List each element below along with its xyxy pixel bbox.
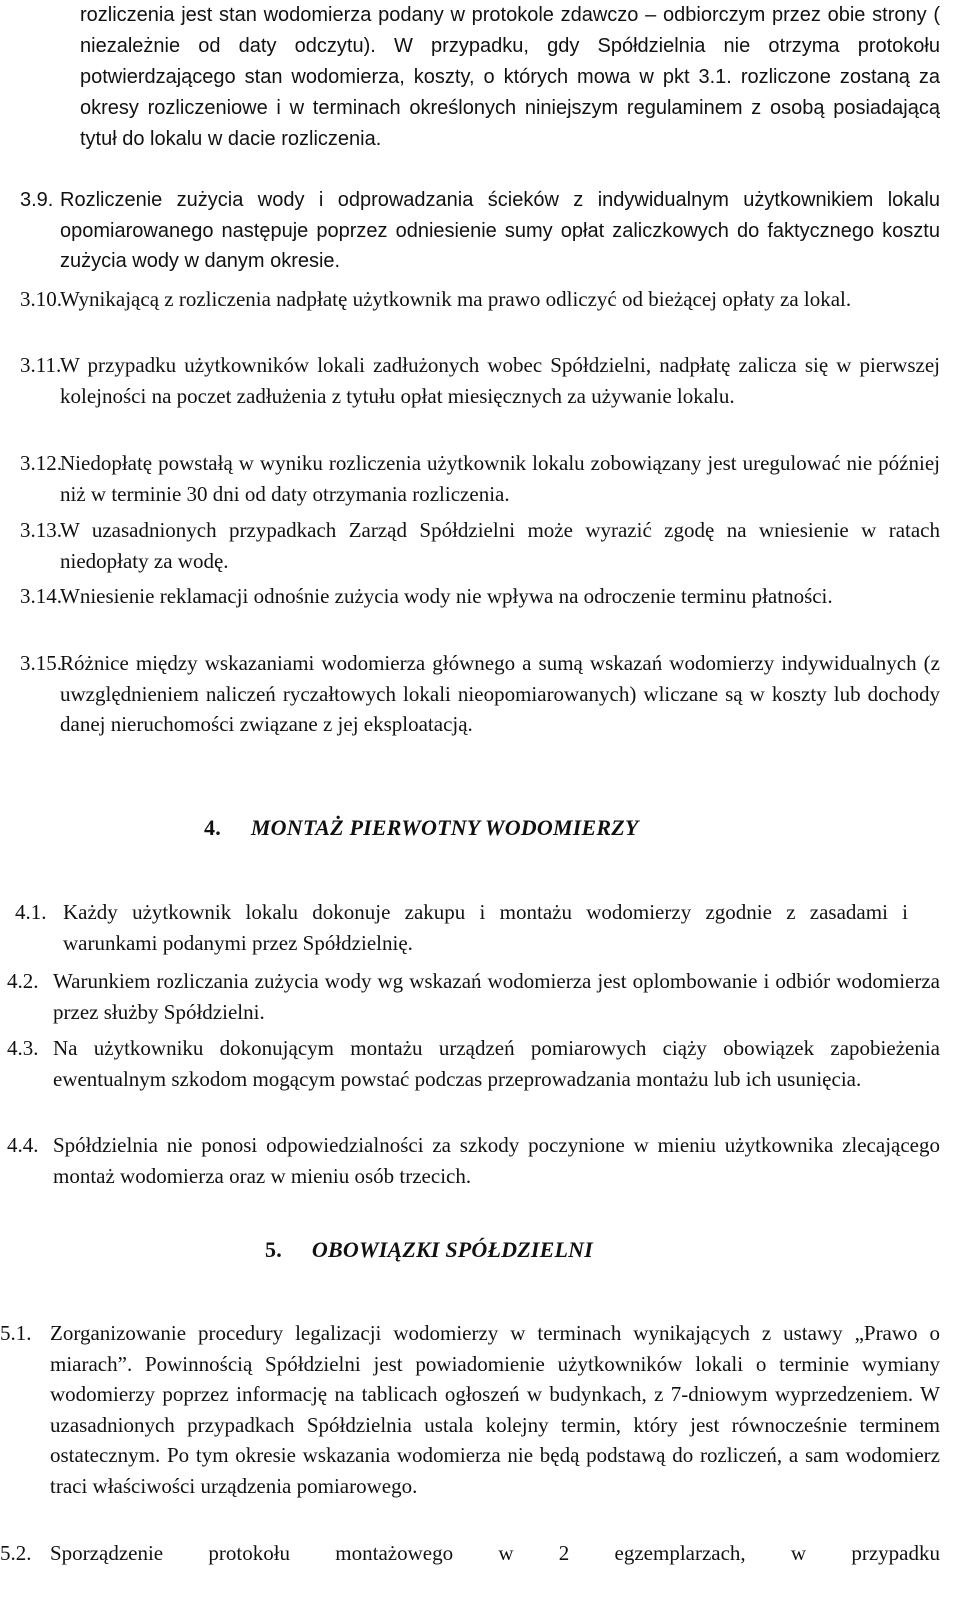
paragraph-number: 3.11. bbox=[20, 353, 62, 377]
heading-number: 5. bbox=[265, 1237, 282, 1262]
section-heading-5 bbox=[265, 1237, 593, 1263]
heading-number: 4. bbox=[204, 815, 221, 840]
paragraph-text: Na użytkowniku dokonującym montażu urządzeń pomiarowych ciąży obowiązek zapobieżenia ewentualnym szkodom mogącym powstać podczas przeprowadzania montażu lub ich usunięcia. bbox=[53, 1036, 940, 1091]
paragraph-text: W uzasadnionych przypadkach Zarząd Spółdzielni może wyrazić zgodę na wniesienie w ratach niedopłaty za wodę. bbox=[60, 518, 940, 573]
paragraph-number: 5.2. bbox=[0, 1541, 32, 1565]
paragraph-number: 3.15. bbox=[20, 651, 62, 675]
paragraph-number: 4.3. bbox=[7, 1036, 39, 1060]
paragraph-text: Warunkiem rozliczania zużycia wody wg wskazań wodomierza jest oplombowanie i odbiór wodomierza przez służby Spółdzielni. bbox=[53, 969, 940, 1024]
paragraph-text: Wynikającą z rozliczenia nadpłatę użytkownik ma prawo odliczyć od bieżącej opłaty za lokal. bbox=[60, 287, 852, 311]
paragraph-number: 4.1. bbox=[15, 900, 47, 924]
paragraph-text: Każdy użytkownik lokalu dokonuje zakupu i montażu wodomierzy zgodnie z zasadami i warunkami podanymi przez Spółdzielnię. bbox=[63, 900, 908, 955]
heading-title: OBOWIĄZKI SPÓŁDZIELNI bbox=[311, 1237, 593, 1262]
paragraph-number: 3.13. bbox=[20, 518, 62, 542]
paragraph-number: 5.1. bbox=[0, 1321, 32, 1345]
paragraph-text: Zorganizowanie procedury legalizacji wodomierzy w terminach wynikających z ustawy „Prawo o miarach”. Powinnością Spółdzielni jest powiadomienie użytkowników lokali o terminie wymiany wodomierzy poprzez informację na tablicach ogłoszeń w budynkach, z 7-dniowym wyprzedzeniem. W uzasadnionych przypadkach Spółdzielnia ustala kolejny termin, który jest równocześnie terminem ostatecznym. Po tym okresie wskazania wodomierza nie będą podstawą do rozliczeń, a sam wodomierz traci właściwości urządzenia pomiarowego. bbox=[50, 1321, 940, 1498]
paragraph-text: W przypadku użytkowników lokali zadłużonych wobec Spółdzielni, nadpłatę zalicza się w pierwszej kolejności na poczet zadłużenia z tytułu opłat miesięcznych za używanie lokalu. bbox=[60, 353, 940, 408]
paragraph-text: Sporządzenie protokołu montażowego w 2 egzemplarzach, w przypadku bbox=[50, 1541, 940, 1565]
section-heading-4 bbox=[204, 815, 639, 841]
paragraph-number: 4.4. bbox=[7, 1133, 39, 1157]
paragraph-number: 3.9. bbox=[20, 189, 54, 211]
paragraph-number: 3.12. bbox=[20, 451, 62, 475]
paragraph-number: 4.2. bbox=[7, 969, 39, 993]
heading-title: MONTAŻ PIERWOTNY WODOMIERZY bbox=[250, 815, 639, 840]
paragraph-text: Niedopłatę powstałą w wyniku rozliczenia użytkownik lokalu zobowiązany jest uregulować nie później niż w terminie 30 dni od daty otrzymania rozliczenia. bbox=[60, 451, 940, 506]
paragraph-text: Wniesienie reklamacji odnośnie zużycia wody nie wpływa na odroczenie terminu płatności. bbox=[60, 584, 833, 608]
paragraph-text: Spółdzielnia nie ponosi odpowiedzialności za szkody poczynione w mieniu użytkownika zlecającego montaż wodomierza oraz w mieniu osób trzecich. bbox=[53, 1133, 940, 1188]
continuation-paragraph: rozliczenia jest stan wodomierza podany w protokole zdawczo – odbiorczym przez obie strony ( niezależnie od daty odczytu). W przypadku, gdy Spółdzielnia nie otrzyma protokołu potwierdzającego stan wodomierza, koszty, o których mowa w pkt 3.1. rozliczone zostaną za okresy rozliczeniowe i w terminach określonych niniejszym regulaminem z osobą posiadającą tytuł do lokalu w dacie rozliczenia. bbox=[80, 4, 940, 150]
paragraph-text: Różnice między wskazaniami wodomierza głównego a sumą wskazań wodomierzy indywidualnych (z uwzględnieniem naliczeń ryczałtowych lokali nieopomiarowanych) wliczane są w koszty lub dochody danej nieruchomości związane z jej eksploatacją. bbox=[60, 651, 940, 736]
paragraph-text: Rozliczenie zużycia wody i odprowadzania ścieków z indywidualnym użytkownikiem lokalu opomiarowanego następuje poprzez odniesienie sumy opłat zaliczkowych do faktycznego kosztu zużycia wody w danym okresie. bbox=[60, 189, 940, 272]
paragraph-number: 3.10. bbox=[20, 287, 62, 311]
paragraph-number: 3.14. bbox=[20, 584, 62, 608]
